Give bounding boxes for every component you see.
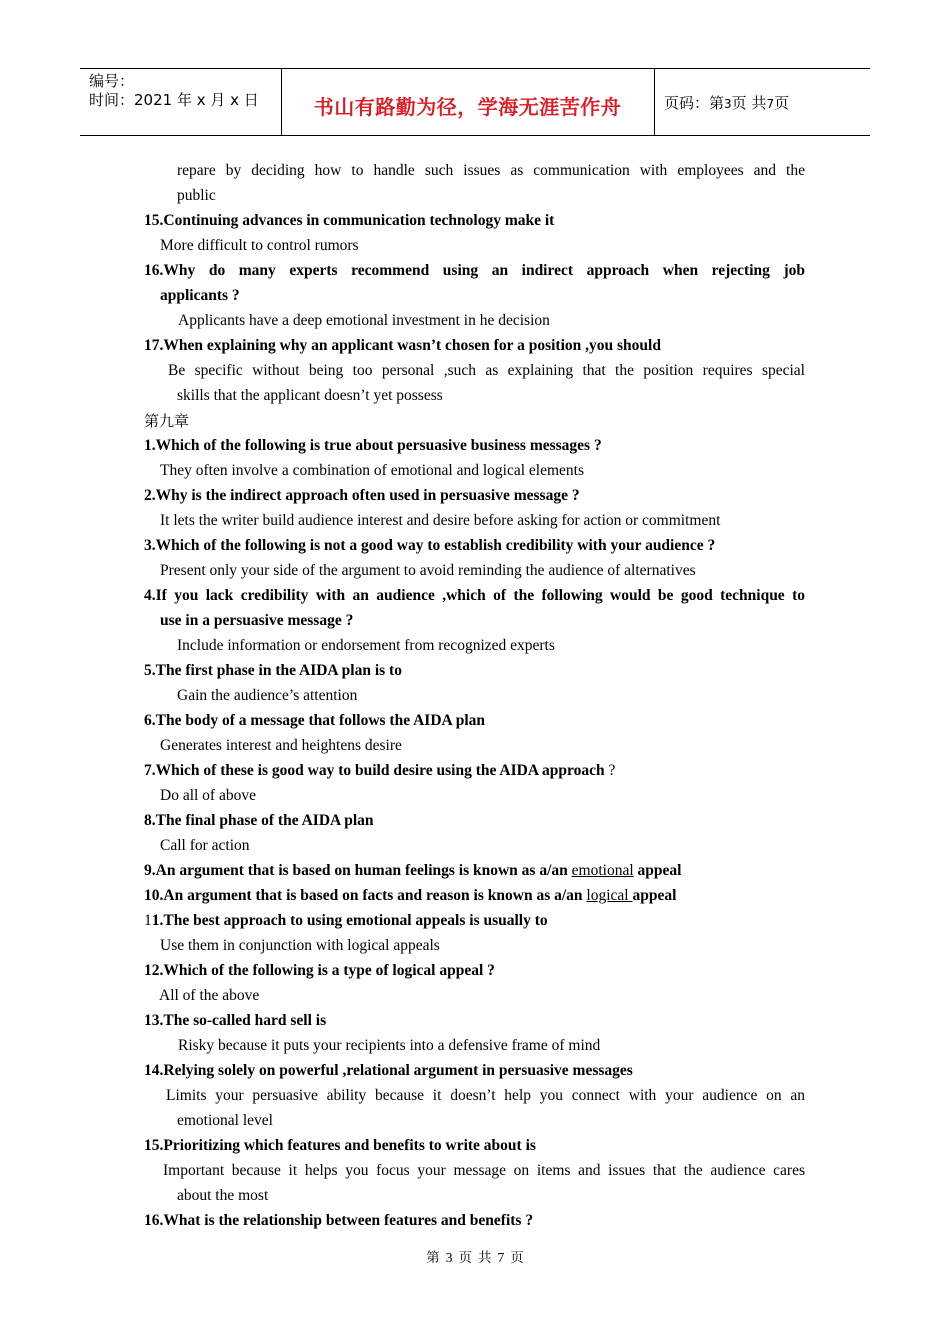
question-line: applicants ? bbox=[160, 287, 240, 304]
header-info-cell bbox=[80, 69, 282, 135]
answer-line: Call for action bbox=[160, 837, 250, 854]
question-text-end: appeal bbox=[637, 862, 682, 879]
page-total: 7 bbox=[766, 97, 775, 111]
question-line: 16.Why do many experts recommend using an indirect approach when rejecting job bbox=[144, 262, 805, 279]
question-line: 13.The so-called hard sell is bbox=[144, 1012, 327, 1029]
question-text: 10.An argument that is based on facts and reason is known as a/an bbox=[144, 887, 583, 904]
page-footer bbox=[0, 1246, 950, 1266]
question-line bbox=[144, 886, 676, 906]
question-text: 1.The best approach to using emotional appeals is usually to bbox=[151, 912, 548, 929]
question-line: 14.Relying solely on powerful ,relational argument in persuasive messages bbox=[144, 1062, 633, 1079]
question-line: use in a persuasive message ? bbox=[160, 612, 354, 629]
blank-answer: emotional bbox=[571, 862, 634, 879]
question-line: 15.Prioritizing which features and benefits to write about is bbox=[144, 1137, 536, 1154]
footer-text: 第 bbox=[426, 1250, 440, 1265]
question-line: 6.The body of a message that follows the AIDA plan bbox=[144, 712, 486, 729]
answer-line: Include information or endorsement from recognized experts bbox=[177, 637, 555, 654]
motto: 书山有路勤为径，学海无涯苦作舟 bbox=[313, 95, 622, 119]
doc-number-label: 编号： bbox=[89, 72, 135, 90]
answer-line: Use them in conjunction with logical appeals bbox=[160, 937, 440, 954]
answer-line: Gain the audience’s attention bbox=[177, 687, 358, 704]
question-line: 16.What is the relationship between features and benefits ? bbox=[144, 1212, 534, 1229]
answer-line: Generates interest and heightens desire bbox=[160, 737, 402, 754]
footer-page-no: 3 bbox=[445, 1250, 453, 1265]
answer-line: More difficult to control rumors bbox=[160, 237, 359, 254]
page-mid: 页 共 bbox=[731, 94, 767, 112]
answer-line: repare by deciding how to handle such issues as communication with employees and the bbox=[177, 162, 805, 179]
answer-line: Be specific without being too personal ,such as explaining that the position requires special bbox=[168, 362, 805, 379]
answer-line: public bbox=[177, 187, 216, 204]
question-line: 2.Why is the indirect approach often used in persuasive message ? bbox=[144, 487, 580, 504]
answer-line: Limits your persuasive ability because it doesn’t help you connect with your audience on an bbox=[166, 1087, 805, 1104]
answer-line: skills that the applicant doesn’t yet possess bbox=[177, 387, 443, 404]
question-line: 17.When explaining why an applicant wasn’t chosen for a position ,you should bbox=[144, 337, 661, 354]
header-motto-cell bbox=[281, 69, 655, 135]
answer-line: Important because it helps you focus your message on items and issues that the audience cares bbox=[163, 1162, 805, 1179]
header-page-cell bbox=[655, 69, 870, 135]
answer-line: emotional level bbox=[177, 1112, 273, 1129]
footer-text: 共 bbox=[478, 1250, 492, 1265]
question-mark: ? bbox=[608, 762, 616, 779]
page-header bbox=[80, 68, 870, 136]
question-line: 1.Which of the following is true about persuasive business messages ? bbox=[144, 437, 602, 454]
answer-line: Do all of above bbox=[160, 787, 256, 804]
question-line bbox=[144, 861, 681, 881]
question-line: 15.Continuing advances in communication technology make it bbox=[144, 212, 555, 229]
question-line: 5.The first phase in the AIDA plan is to bbox=[144, 662, 402, 679]
question-line bbox=[144, 911, 548, 931]
question-line: 12.Which of the following is a type of logical appeal ? bbox=[144, 962, 495, 979]
question-text: 7.Which of these is good way to build desire using the AIDA approach bbox=[144, 762, 605, 779]
question-line: 4.If you lack credibility with an audience ,which of the following would be good technique to bbox=[144, 587, 805, 604]
header-page-number bbox=[664, 94, 789, 113]
answer-line: They often involve a combination of emotional and logical elements bbox=[160, 462, 584, 479]
answer-line: All of the above bbox=[159, 987, 260, 1004]
question-line: 8.The final phase of the AIDA plan bbox=[144, 812, 374, 829]
answer-line: Applicants have a deep emotional investment in he decision bbox=[178, 312, 550, 329]
page-prefix: 页码：第 bbox=[664, 94, 725, 112]
answer-line: Risky because it puts your recipients into a defensive frame of mind bbox=[178, 1037, 601, 1054]
question-text: 9.An argument that is based on human feelings is known as a/an bbox=[144, 862, 568, 879]
footer-page-total: 7 bbox=[497, 1250, 505, 1265]
question-line: 3.Which of the following is not a good way to establish credibility with your audience ? bbox=[144, 537, 716, 554]
question-number-prefix: 1 bbox=[144, 912, 152, 929]
page-no: 3 bbox=[724, 97, 732, 111]
answer-line: It lets the writer build audience interest and desire before asking for action or commitment bbox=[160, 512, 721, 529]
blank-answer: logical bbox=[586, 887, 629, 904]
answer-line: about the most bbox=[177, 1187, 269, 1204]
page-suffix: 页 bbox=[774, 94, 790, 112]
chapter-heading: 第九章 bbox=[144, 412, 190, 430]
answer-line: Present only your side of the argument to avoid reminding the audience of alternatives bbox=[160, 562, 696, 579]
question-line bbox=[144, 761, 615, 781]
footer-text: 页 bbox=[510, 1250, 524, 1265]
footer-text: 页 bbox=[458, 1250, 472, 1265]
date-line: 时间：2021 年 x 月 x 日 bbox=[89, 91, 259, 109]
question-text-end: appeal bbox=[632, 887, 677, 904]
